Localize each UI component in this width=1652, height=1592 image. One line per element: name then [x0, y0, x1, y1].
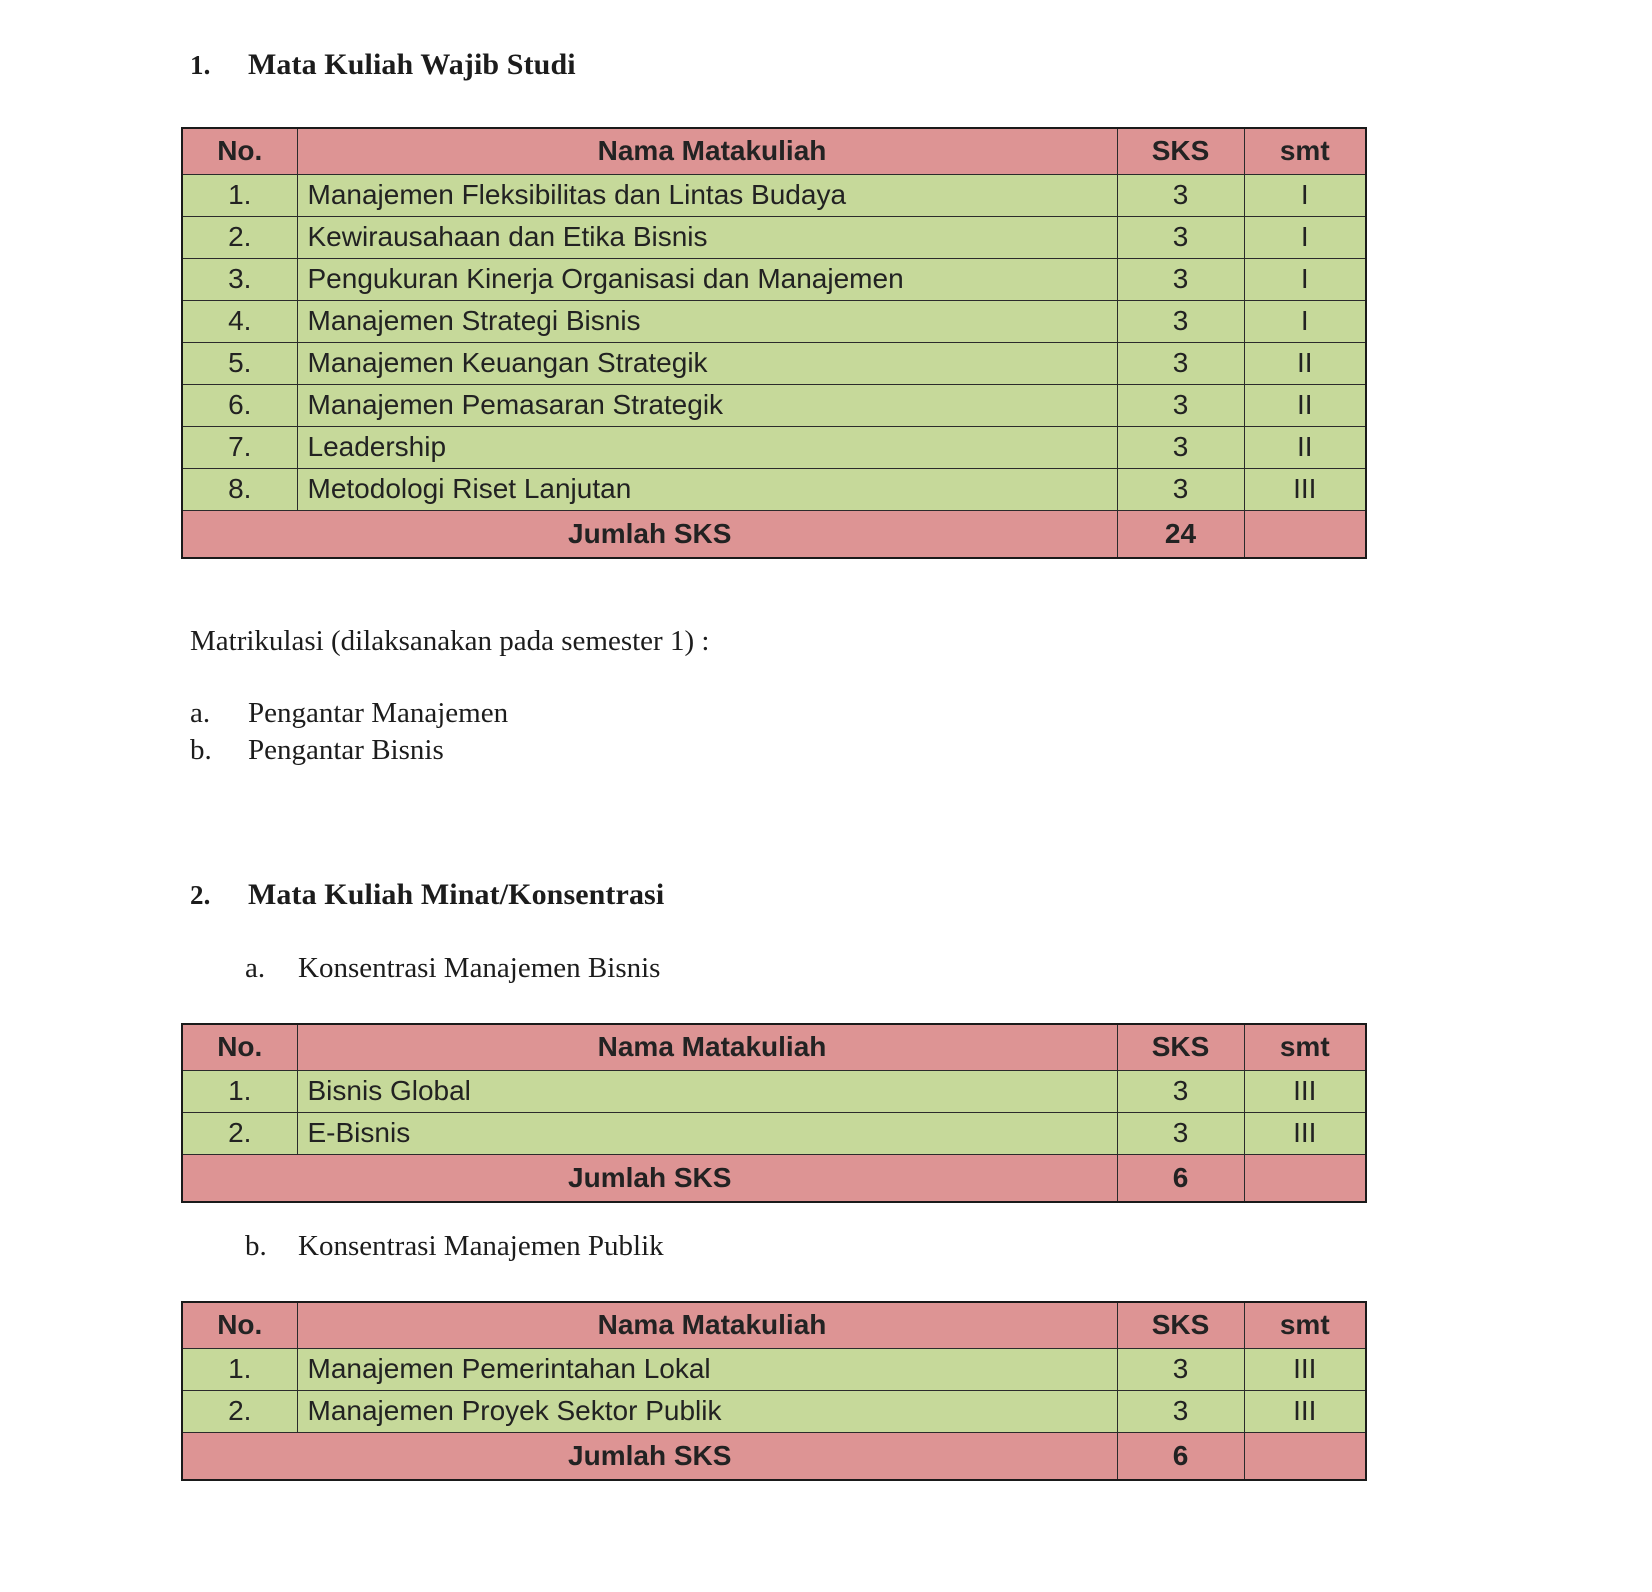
table-row: [182, 300, 1366, 342]
column-header-smt: smt: [1244, 128, 1366, 174]
column-header-nama: Nama Matakuliah: [297, 1024, 1117, 1070]
cell-sks: 3: [1117, 1348, 1244, 1390]
matrikulasi-item-b: [190, 734, 444, 767]
total-sks: 24: [1117, 510, 1244, 558]
matrikulasi-marker-b: b.: [190, 734, 212, 766]
table-row: [182, 258, 1366, 300]
cell-nama: Kewirausahaan dan Etika Bisnis: [297, 216, 1117, 258]
table-total-row: [182, 1432, 1366, 1480]
table-row: [182, 1112, 1366, 1154]
table-total-row: [182, 1154, 1366, 1202]
subsection-marker-b: b.: [245, 1230, 267, 1262]
cell-sks: 3: [1117, 216, 1244, 258]
total-smt: [1244, 510, 1366, 558]
cell-sks: 3: [1117, 300, 1244, 342]
cell-smt: II: [1244, 342, 1366, 384]
column-header-nama: Nama Matakuliah: [297, 128, 1117, 174]
section-title-2: Mata Kuliah Minat/Konsentrasi: [248, 878, 665, 911]
cell-smt: I: [1244, 300, 1366, 342]
cell-no: 1.: [182, 1348, 297, 1390]
table-row: [182, 216, 1366, 258]
cell-nama: Manajemen Strategi Bisnis: [297, 300, 1117, 342]
cell-smt: III: [1244, 1112, 1366, 1154]
total-smt: [1244, 1432, 1366, 1480]
cell-no: 6.: [182, 384, 297, 426]
column-header-smt: smt: [1244, 1302, 1366, 1348]
column-header-no: No.: [182, 1302, 297, 1348]
cell-no: 2.: [182, 1112, 297, 1154]
matrikulasi-item-a: [190, 697, 508, 730]
total-label: Jumlah SKS: [182, 1154, 1117, 1202]
cell-sks: 3: [1117, 1112, 1244, 1154]
table-row: [182, 342, 1366, 384]
cell-sks: 3: [1117, 1390, 1244, 1432]
cell-smt: III: [1244, 468, 1366, 510]
column-header-smt: smt: [1244, 1024, 1366, 1070]
cell-no: 8.: [182, 468, 297, 510]
cell-nama: Manajemen Fleksibilitas dan Lintas Budaya: [297, 174, 1117, 216]
cell-nama: Manajemen Proyek Sektor Publik: [297, 1390, 1117, 1432]
cell-nama: Pengukuran Kinerja Organisasi dan Manajemen: [297, 258, 1117, 300]
table-row: [182, 468, 1366, 510]
total-sks: 6: [1117, 1154, 1244, 1202]
subsection-marker-a: a.: [245, 952, 266, 984]
table-konsentrasi-bisnis-head: [182, 1024, 1366, 1070]
table-wajib-studi-body: [182, 174, 1366, 558]
table-row: [182, 384, 1366, 426]
column-header-sks: SKS: [1117, 1024, 1244, 1070]
table-row: [182, 1348, 1366, 1390]
cell-sks: 3: [1117, 258, 1244, 300]
cell-smt: III: [1244, 1348, 1366, 1390]
table-wajib-studi: [181, 127, 1367, 559]
section-marker-1: 1.: [190, 50, 211, 80]
column-header-nama: Nama Matakuliah: [297, 1302, 1117, 1348]
cell-no: 2.: [182, 216, 297, 258]
total-sks: 6: [1117, 1432, 1244, 1480]
matrikulasi-label-b: Pengantar Bisnis: [248, 734, 444, 766]
table-total-row: [182, 510, 1366, 558]
section-heading-minat-konsentrasi: [190, 878, 664, 912]
cell-nama: Metodologi Riset Lanjutan: [297, 468, 1117, 510]
subsection-title-a: Konsentrasi Manajemen Bisnis: [298, 952, 661, 984]
section-title-1: Mata Kuliah Wajib Studi: [248, 48, 576, 81]
cell-smt: I: [1244, 258, 1366, 300]
cell-no: 5.: [182, 342, 297, 384]
cell-nama: Leadership: [297, 426, 1117, 468]
table-header-row: [182, 1024, 1366, 1070]
cell-sks: 3: [1117, 342, 1244, 384]
table-konsentrasi-publik-head: [182, 1302, 1366, 1348]
table-row: [182, 426, 1366, 468]
cell-smt: II: [1244, 384, 1366, 426]
cell-no: 2.: [182, 1390, 297, 1432]
cell-nama: Manajemen Pemerintahan Lokal: [297, 1348, 1117, 1390]
cell-sks: 3: [1117, 384, 1244, 426]
cell-no: 7.: [182, 426, 297, 468]
cell-nama: Manajemen Pemasaran Strategik: [297, 384, 1117, 426]
cell-sks: 3: [1117, 174, 1244, 216]
cell-sks: 3: [1117, 468, 1244, 510]
cell-no: 4.: [182, 300, 297, 342]
table-header-row: [182, 1302, 1366, 1348]
cell-smt: I: [1244, 174, 1366, 216]
cell-nama: Manajemen Keuangan Strategik: [297, 342, 1117, 384]
table-wajib-studi-head: [182, 128, 1366, 174]
cell-smt: III: [1244, 1390, 1366, 1432]
section-heading-wajib-studi: [190, 48, 576, 82]
total-label: Jumlah SKS: [182, 1432, 1117, 1480]
cell-smt: III: [1244, 1070, 1366, 1112]
table-konsentrasi-bisnis-body: [182, 1070, 1366, 1202]
table-konsentrasi-publik-body: [182, 1348, 1366, 1480]
matrikulasi-label-a: Pengantar Manajemen: [248, 697, 509, 729]
cell-smt: I: [1244, 216, 1366, 258]
table-row: [182, 1070, 1366, 1112]
subsection-title-b: Konsentrasi Manajemen Publik: [298, 1230, 664, 1262]
table-row: [182, 174, 1366, 216]
matrikulasi-intro: Matrikulasi (dilaksanakan pada semester 1) :: [190, 625, 710, 657]
column-header-sks: SKS: [1117, 1302, 1244, 1348]
column-header-no: No.: [182, 128, 297, 174]
table-konsentrasi-bisnis: [181, 1023, 1367, 1203]
cell-nama: E-Bisnis: [297, 1112, 1117, 1154]
cell-no: 1.: [182, 1070, 297, 1112]
cell-nama: Bisnis Global: [297, 1070, 1117, 1112]
section-marker-2: 2.: [190, 880, 211, 910]
table-header-row: [182, 128, 1366, 174]
cell-sks: 3: [1117, 426, 1244, 468]
subsection-konsentrasi-publik: [245, 1230, 664, 1263]
total-label: Jumlah SKS: [182, 510, 1117, 558]
cell-sks: 3: [1117, 1070, 1244, 1112]
table-konsentrasi-publik: [181, 1301, 1367, 1481]
column-header-no: No.: [182, 1024, 297, 1070]
cell-no: 1.: [182, 174, 297, 216]
cell-smt: II: [1244, 426, 1366, 468]
matrikulasi-marker-a: a.: [190, 697, 211, 729]
subsection-konsentrasi-bisnis: [245, 952, 660, 985]
cell-no: 3.: [182, 258, 297, 300]
total-smt: [1244, 1154, 1366, 1202]
table-row: [182, 1390, 1366, 1432]
column-header-sks: SKS: [1117, 128, 1244, 174]
